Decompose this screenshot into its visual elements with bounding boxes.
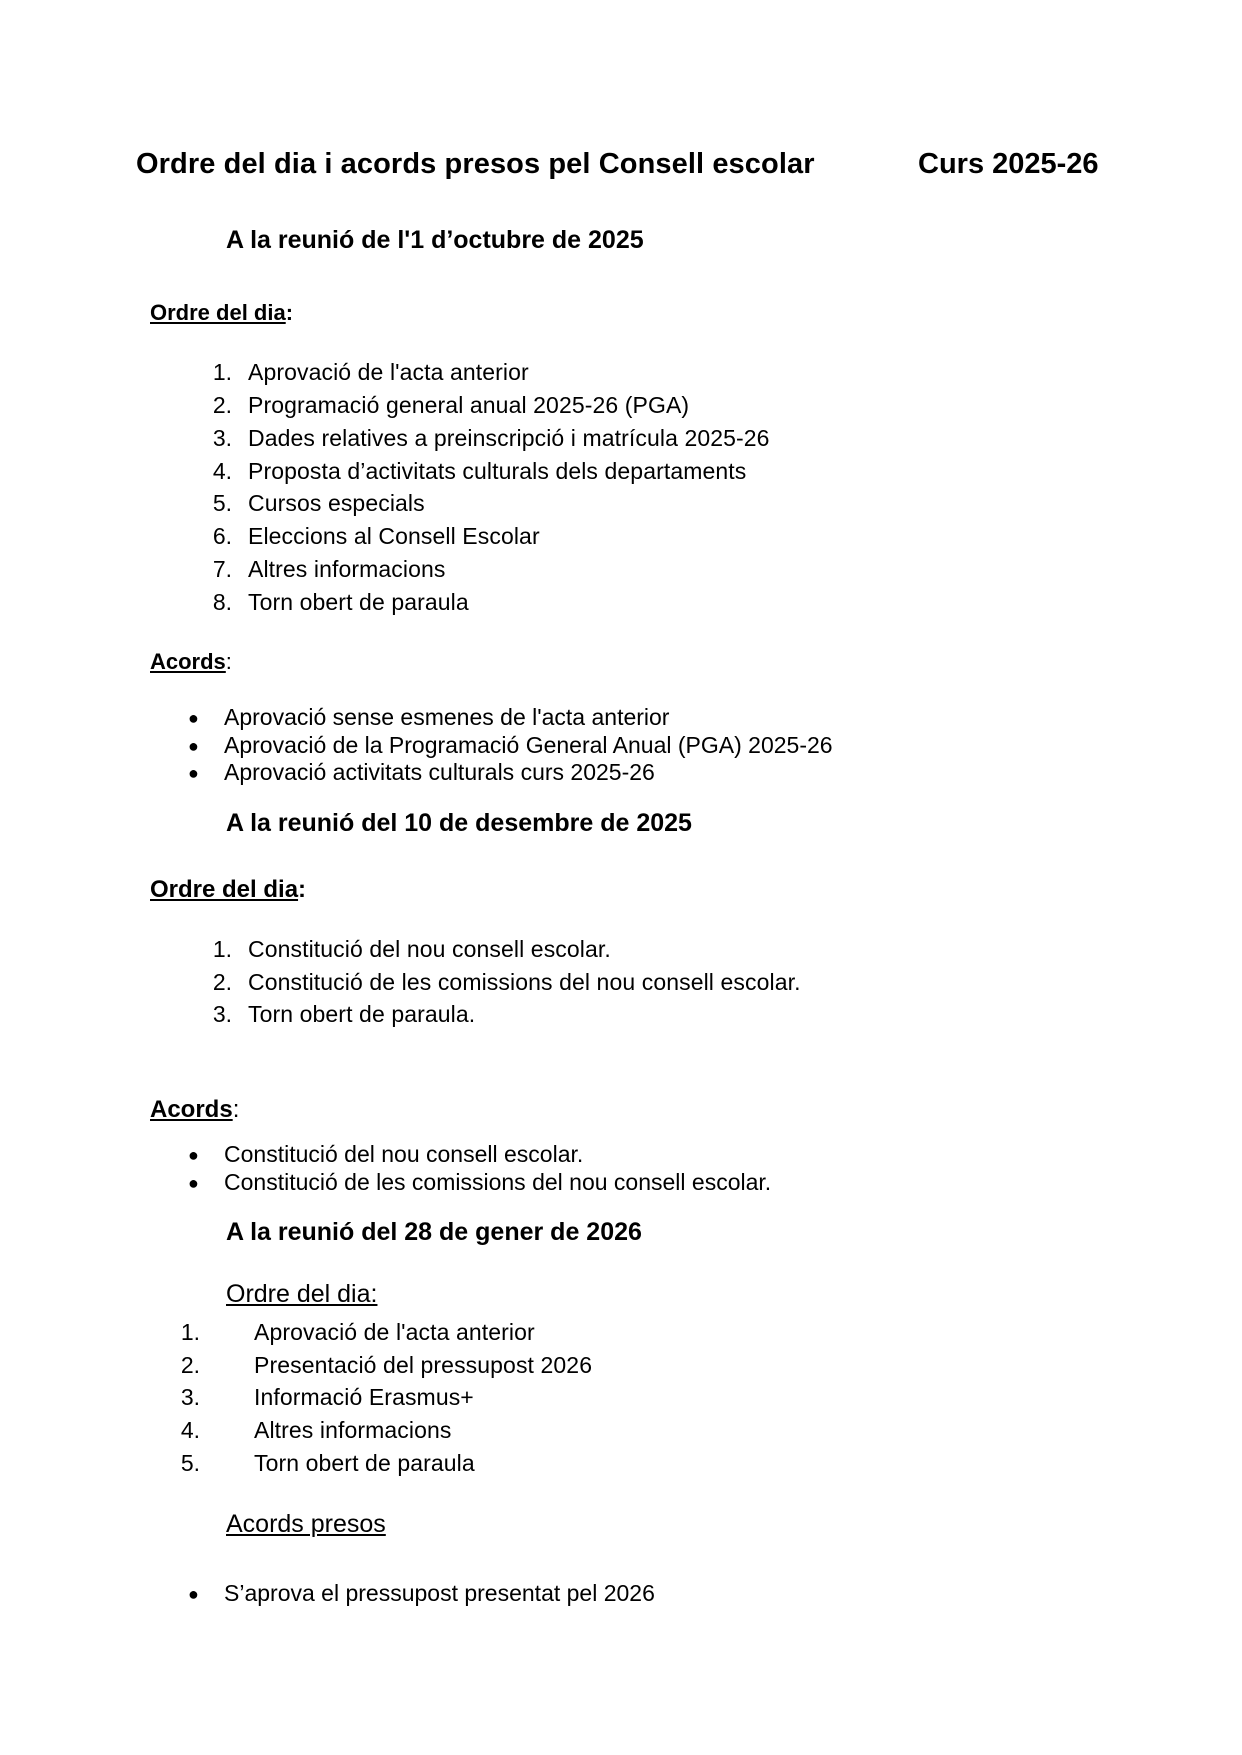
meeting-3-agenda-label: Ordre del dia: [226,1280,378,1308]
meeting-2-agreements-label-text: Acords [150,1096,233,1123]
meeting-2-title: A la reunió del 10 de desembre de 2025 [226,809,692,837]
meeting-1-agenda-label-colon: : [285,300,294,325]
list-item: Aprovació de l'acta anterior [248,359,529,385]
list-item-number: 6. [212,523,232,549]
list-item: Eleccions al Consell Escolar [248,523,540,549]
meeting-2-agenda-label-colon: : [298,876,307,903]
list-item: Altres informacions [254,1417,452,1443]
meeting-2-agenda-label [150,876,306,904]
list-item: Aprovació activitats culturals curs 2025-26 [224,759,655,785]
list-item-number: 4. [212,458,232,484]
list-item-number: 3. [180,1384,200,1410]
meeting-1-agreements-label-text: Acords [150,649,226,674]
list-item: S’aprova el pressupost presentat pel 2026 [224,1580,655,1606]
meeting-3-title: A la reunió del 28 de gener de 2026 [226,1218,642,1246]
list-item: Torn obert de paraula. [248,1001,476,1027]
list-item: Presentació del pressupost 2026 [254,1352,593,1378]
bullet-icon: ● [188,1584,199,1604]
list-item: Constitució de les comissions del nou consell escolar. [224,1169,772,1195]
list-item-number: 3. [212,425,232,451]
list-item: Torn obert de paraula [254,1450,475,1476]
meeting-1-agreements-label [150,649,232,675]
list-item: Constitució del nou consell escolar. [224,1141,584,1167]
bullet-icon: ● [188,1173,199,1193]
meeting-2-agreements-label [150,1096,239,1124]
bullet-icon: ● [188,708,199,728]
list-item: Aprovació de l'acta anterior [254,1319,535,1345]
list-item-number: 2. [180,1352,200,1378]
bullet-icon: ● [188,1145,199,1165]
list-item-number: 8. [212,589,232,615]
meeting-1-agenda-label [150,300,293,326]
list-item: Constitució del nou consell escolar. [248,936,611,962]
meeting-1-title: A la reunió de l'1 d’octubre de 2025 [226,226,644,254]
list-item-number: 1. [180,1319,200,1345]
list-item-number: 1. [212,936,232,962]
bullet-icon: ● [188,736,199,756]
meeting-2-agreements-label-colon: : [232,1096,240,1123]
meeting-1-agenda-label-text: Ordre del dia [150,300,286,325]
list-item-number: 5. [180,1450,200,1476]
document-title: Ordre del dia i acords presos pel Consell escolar [136,148,815,180]
list-item: Proposta d’activitats culturals dels departaments [248,458,747,484]
list-item-number: 4. [180,1417,200,1443]
school-year: Curs 2025-26 [918,148,1099,180]
list-item: Constitució de les comissions del nou consell escolar. [248,969,801,995]
list-item-number: 7. [212,556,232,582]
list-item: Cursos especials [248,490,425,516]
meeting-1-agreements-label-colon: : [225,649,232,674]
list-item: Programació general anual 2025-26 (PGA) [248,392,690,418]
meeting-2-agenda-label-text: Ordre del dia [150,876,299,903]
list-item: Torn obert de paraula [248,589,469,615]
list-item: Informació Erasmus+ [254,1384,474,1410]
list-item: Aprovació de la Programació General Anual (PGA) 2025-26 [224,732,833,758]
meeting-3-agreements-label: Acords presos [226,1510,386,1538]
list-item-number: 2. [212,969,232,995]
list-item-number: 3. [212,1001,232,1027]
list-item-number: 5. [212,490,232,516]
list-item: Aprovació sense esmenes de l'acta anterior [224,704,670,730]
list-item-number: 2. [212,392,232,418]
list-item-number: 1. [212,359,232,385]
list-item: Dades relatives a preinscripció i matrícula 2025-26 [248,425,770,451]
list-item: Altres informacions [248,556,446,582]
bullet-icon: ● [188,763,199,783]
